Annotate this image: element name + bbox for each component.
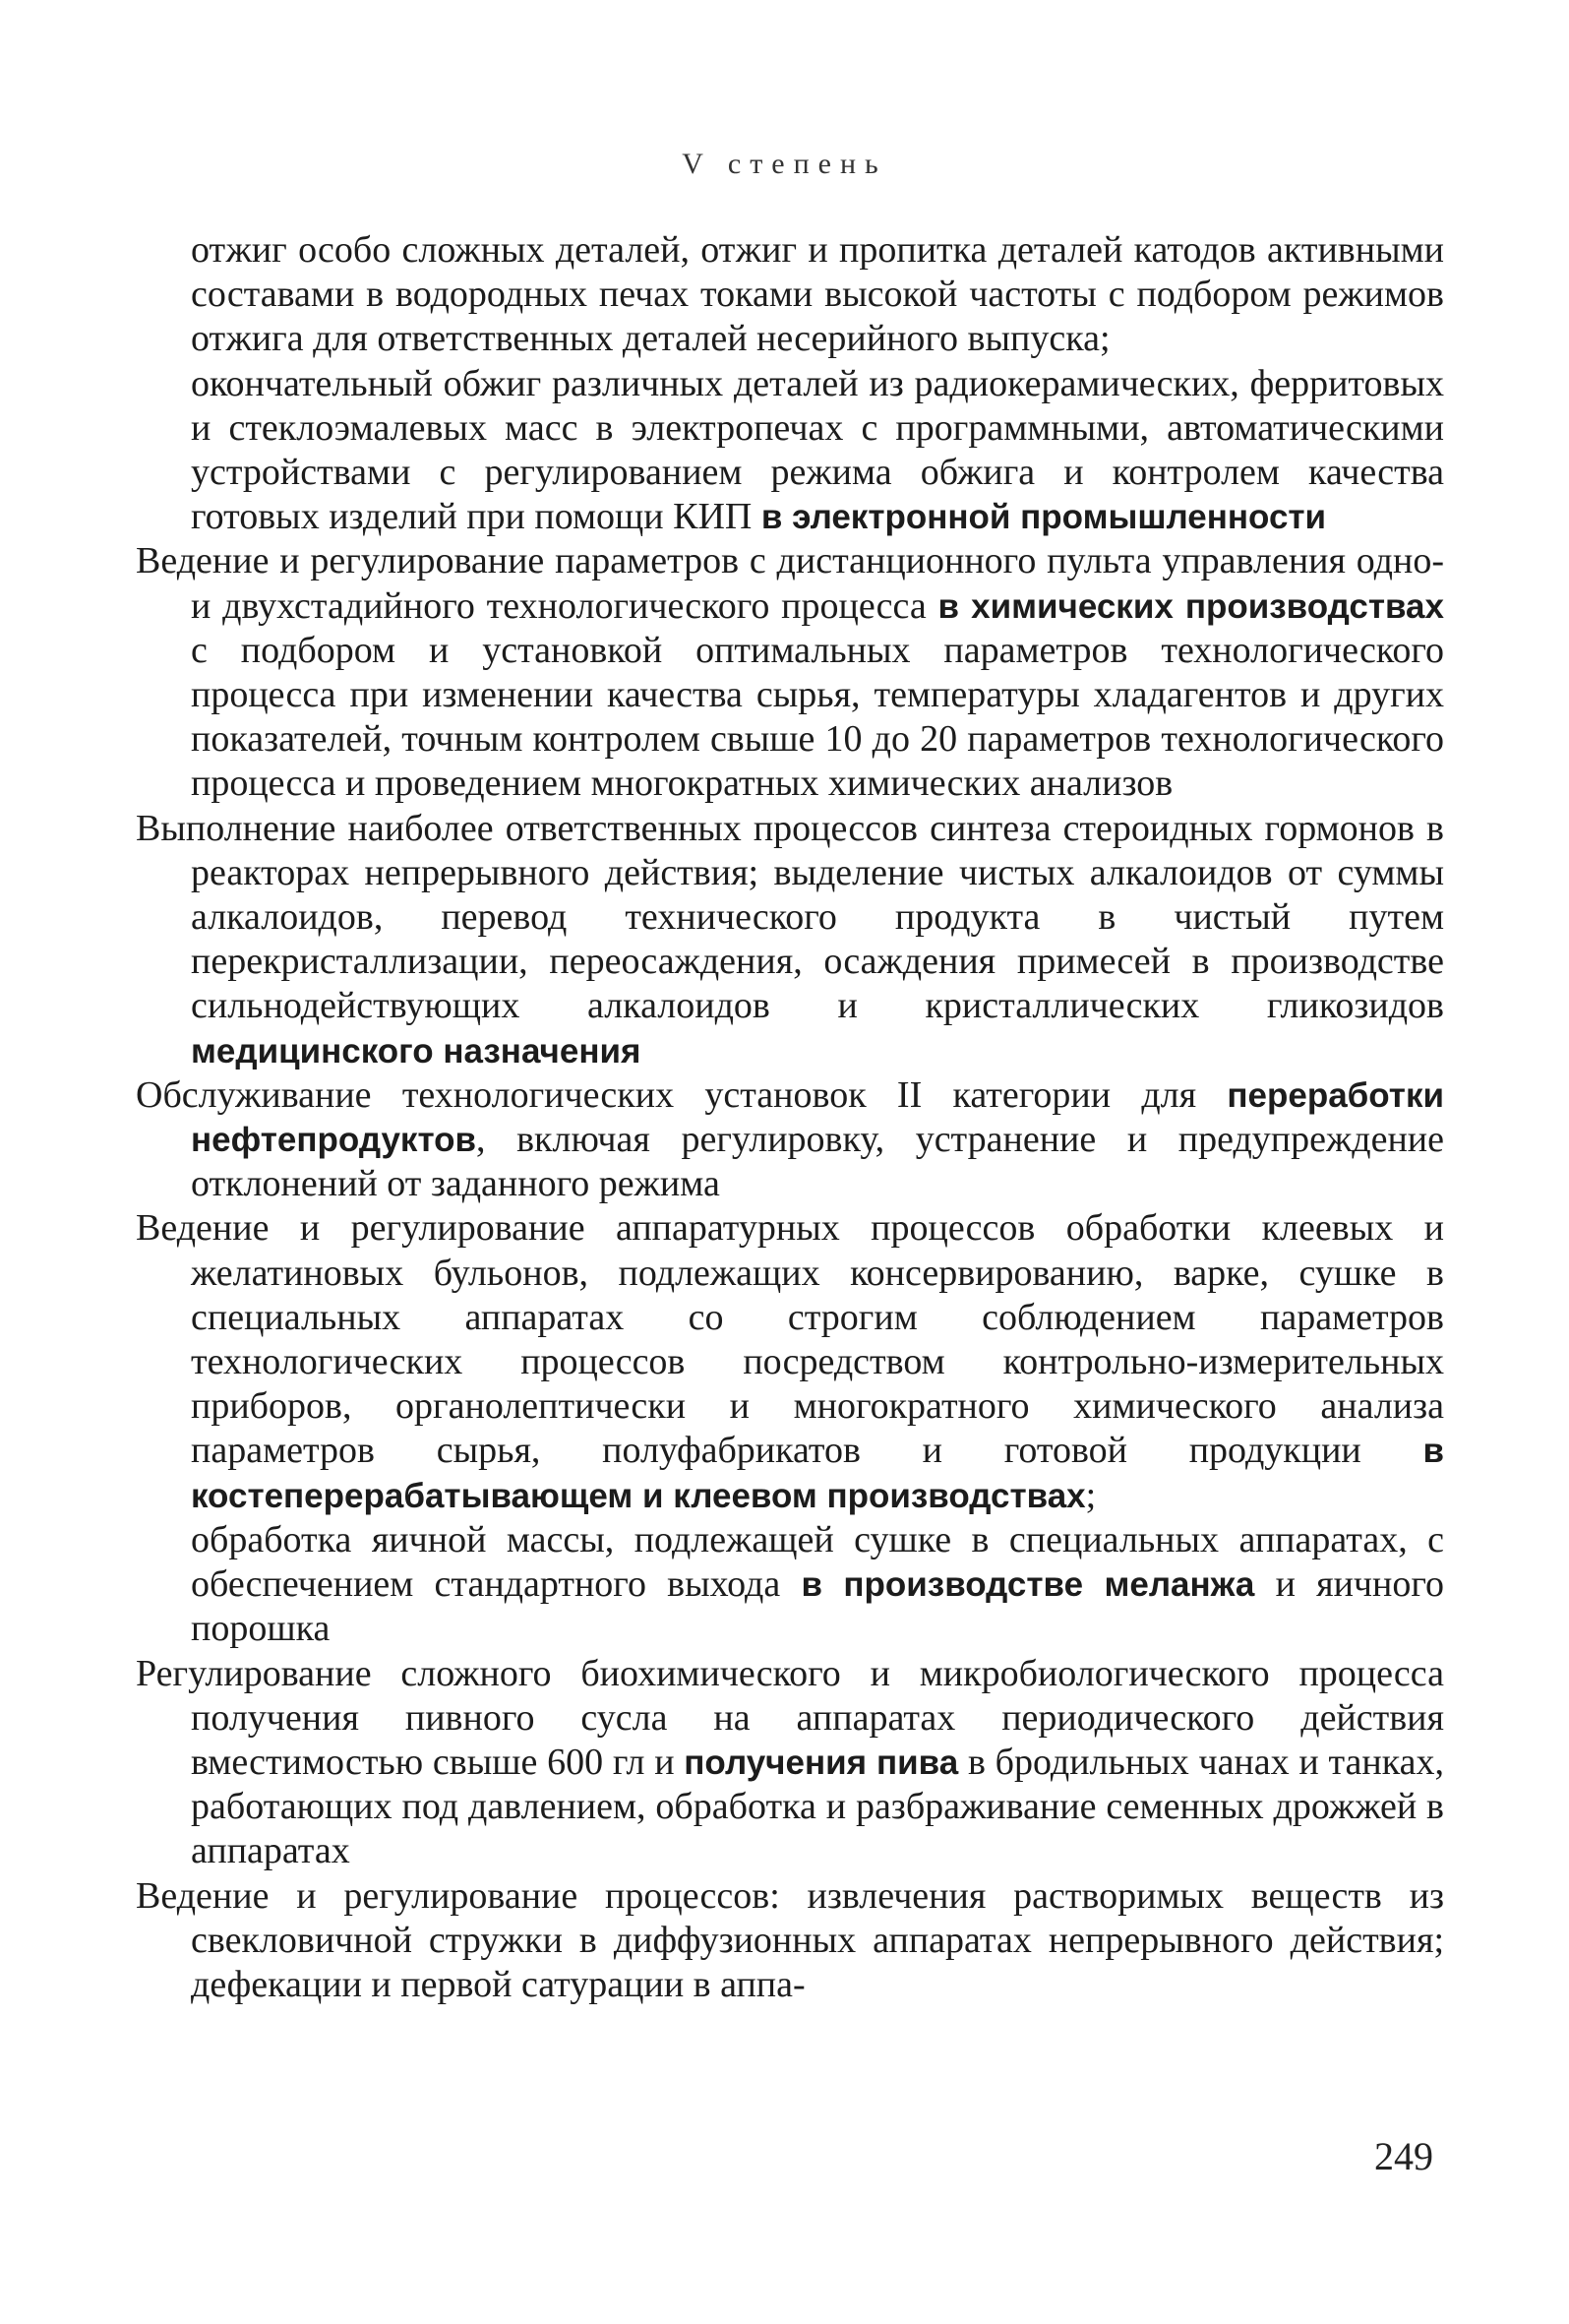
text-run: Ведение и регулирование процессов: извлечения растворимых веществ из свекловичной стружки в диффузионных аппаратах непрерывного действия; дефекации и первой сатурации в аппа- (136, 1874, 1444, 2005)
industry-term: получения пива (684, 1743, 959, 1782)
list-entry (136, 1652, 1444, 1874)
text-run: ; (1085, 1474, 1097, 1516)
industry-term: в химических производствах (937, 586, 1444, 626)
industry-term: медицинского назначения (191, 1031, 641, 1070)
text-run: обработка яичной массы, подлежащей сушке в специальных аппаратах, с обеспечением стандартного выхода (191, 1518, 1444, 1606)
list-entry (136, 807, 1444, 1073)
text-run: отжиг особо сложных деталей, отжиг и пропитка деталей катодов активными составами в водородных печах токами высокой частоты с подбором режимов отжига для ответственных деталей несерийного выпуска; (191, 229, 1444, 360)
text-run: Выполнение наиболее ответственных процессов синтеза стероидных гормонов в реакторах непрерывного действия; выделение чистых алкалоидов от суммы алкалоидов, перевод технического продукта в чистый путем перекристаллизации, переосаждения, осаждения примесей в производстве сильнодействующих алкалоидов и кристаллических гликозидов (136, 807, 1444, 1027)
list-entry (136, 1073, 1444, 1207)
text-run: , включая регулировку, устранение и предупреждение отклонений от заданного режима (191, 1119, 1444, 1205)
industry-term: в электронной промышленности (760, 498, 1327, 537)
text-run: с подбором и установкой оптимальных параметров технологического процесса при изменении качества сырья, температуры хладагентов и других показателей, точным контролем свыше 10 до 20 параметров технологического процесса и проведением многократных химических анализов (191, 629, 1444, 805)
page-number: 249 (1374, 2134, 1433, 2178)
industry-term: в костеперерабатывающем и клеевом производствах (191, 1432, 1444, 1515)
list-entry-continuation (136, 228, 1444, 362)
text-run: Обслуживание технологических установок II категории для (136, 1073, 1228, 1116)
text-run: Ведение и регулирование аппаратурных процессов обработки клеевых и желатиновых бульонов, подлежащих консервированию, варке, сушке в специальных аппаратах со строгим соблюдением параметров технологических процессов посредством контрольно-измерительных приборов, органолептически и многократного химического анализа параметров сырья, полуфабрикатов и готовой продукции (136, 1207, 1444, 1472)
running-head: V степень (682, 148, 887, 180)
text-run: Регулирование сложного биохимического и микробиологического процесса получения пивного сусла на аппаратах периодического действия вместимостью свыше 600 гл и (136, 1652, 1444, 1783)
text-run: окончательный обжиг различных деталей из радиокерамических, ферритовых и стеклоэмалевых масс в электропечах с программными, автоматическими устройствами с регулированием режима обжига и контролем качества готовых изделий при помощи КИП (191, 362, 1444, 538)
body-text (136, 228, 1444, 2007)
list-entry-continuation (136, 362, 1444, 540)
text-run: Ведение и регулирование параметров с дистанционного пульта управления одно- и двухстадийного технологического процесса (136, 540, 1444, 627)
list-entry (136, 1874, 1444, 2008)
industry-term: в производстве меланжа (801, 1565, 1255, 1605)
industry-term: переработки нефтепродуктов (191, 1075, 1444, 1160)
list-entry (136, 1206, 1444, 1517)
text-run: в бродильных чанах и танках, работающих под давлением, обработка и разбраживание семенных дрожжей в аппаратах (191, 1741, 1444, 1872)
text-run: и яичного порошка (191, 1563, 1444, 1650)
list-entry-continuation (136, 1518, 1444, 1652)
list-entry (136, 539, 1444, 806)
